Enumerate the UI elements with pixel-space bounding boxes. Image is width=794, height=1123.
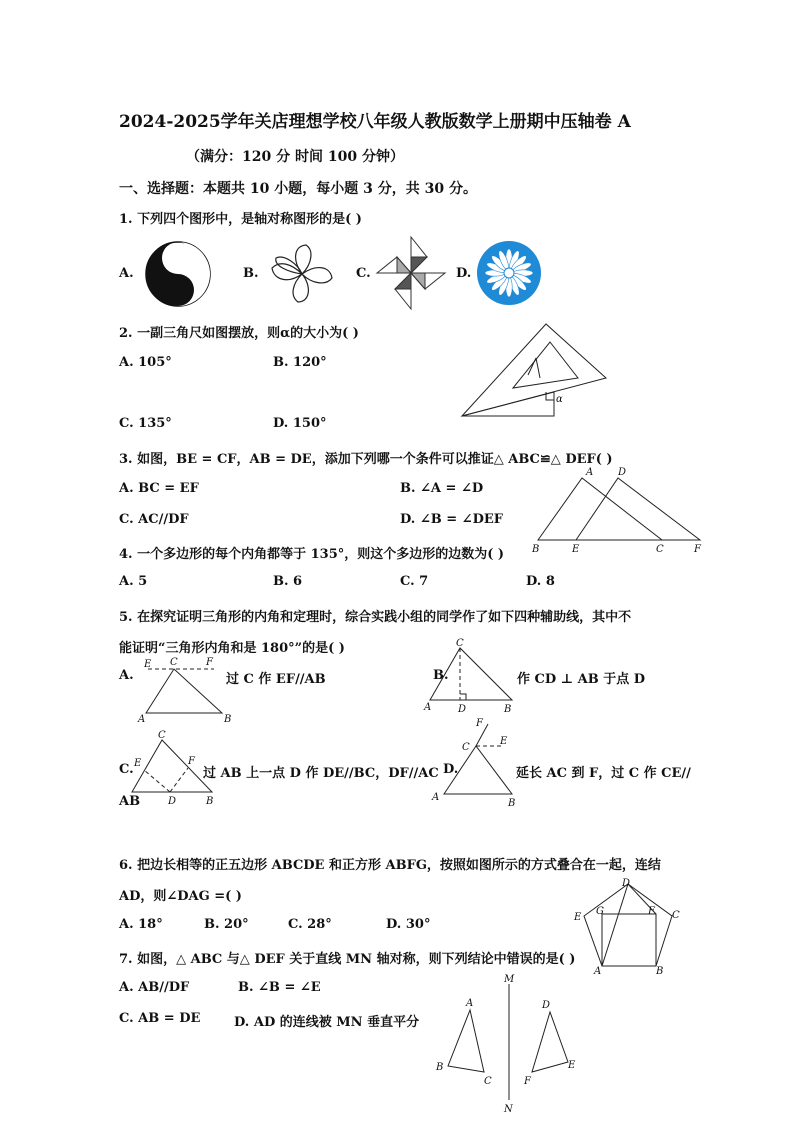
q7-option-d: D. AD 的连线被 MN 垂直平分 bbox=[234, 1015, 420, 1030]
flower-outline-figure bbox=[262, 242, 342, 306]
svg-text:C: C bbox=[456, 638, 464, 649]
q2-option-c: C. 135° bbox=[119, 416, 172, 431]
svg-text:F: F bbox=[206, 657, 213, 668]
q5-figure-d bbox=[428, 716, 524, 810]
q1-stem: 1. 下列四个图形中，是轴对称图形的是( ) bbox=[119, 212, 362, 227]
svg-text:B: B bbox=[532, 544, 540, 555]
q5-option-a-text: 过 C 作 EF//AB bbox=[226, 672, 326, 687]
q5-option-b-letter: B. bbox=[433, 668, 449, 683]
svg-text:A: A bbox=[466, 998, 474, 1009]
q1-option-b: B. bbox=[243, 266, 259, 281]
svg-text:C: C bbox=[462, 742, 470, 753]
svg-text:B: B bbox=[656, 966, 664, 977]
q4-option-a: A. 5 bbox=[119, 574, 148, 589]
q5-option-c-letter: C. bbox=[119, 762, 134, 777]
q5-stem-line1: 5. 在探究证明三角形的内角和定理时，综合实践小组的同学作了如下四种辅助线，其中不 bbox=[119, 610, 632, 625]
svg-text:B: B bbox=[224, 714, 232, 725]
q3-stem: 3. 如图，BE = CF，AB = DE，添加下列哪一个条件可以推证△ ABC≌△ DEF( ) bbox=[119, 452, 613, 467]
svg-text:G: G bbox=[596, 906, 604, 917]
svg-text:M: M bbox=[504, 974, 515, 985]
svg-text:A: A bbox=[586, 467, 594, 478]
q5-stem-line2: 能证明“三角形内角和是 180°”的是( ) bbox=[119, 641, 345, 656]
q6-option-d: D. 30° bbox=[386, 917, 431, 932]
svg-text:D: D bbox=[458, 704, 467, 715]
q2-option-b: B. 120° bbox=[273, 355, 327, 370]
svg-text:C: C bbox=[170, 657, 178, 668]
q1-option-a: A. bbox=[119, 266, 134, 281]
q3-option-c: C. AC//DF bbox=[119, 512, 189, 527]
q2-option-a: A. 105° bbox=[119, 355, 172, 370]
svg-text:F: F bbox=[476, 718, 483, 729]
q5-option-d-letter: D. bbox=[443, 762, 459, 777]
pinwheel-figure bbox=[375, 235, 447, 311]
paper-title: 2024-2025学年关店理想学校八年级人教版数学上册期中压轴卷 A bbox=[119, 112, 631, 132]
svg-text:F: F bbox=[188, 756, 195, 767]
svg-text:E: E bbox=[568, 1060, 576, 1071]
q3-triangles-figure bbox=[528, 464, 706, 556]
svg-text:C: C bbox=[656, 544, 664, 555]
q6-stem-line1: 6. 把边长相等的正五边形 ABCDE 和正方形 ABFG，按照如图所示的方式叠合在一起，连结 bbox=[119, 858, 661, 873]
q2-option-d: D. 150° bbox=[273, 416, 327, 431]
q4-option-c: C. 7 bbox=[400, 574, 429, 589]
svg-text:C: C bbox=[158, 730, 166, 741]
q5-option-c-text: 过 AB 上一点 D 作 DE//BC，DF//AC bbox=[203, 766, 439, 781]
svg-text:D: D bbox=[618, 467, 627, 478]
q2-alpha-label: α bbox=[556, 394, 563, 405]
q6-option-b: B. 20° bbox=[204, 917, 249, 932]
paper-subtitle: （满分：120 分 时间 100 分钟） bbox=[186, 149, 404, 165]
q6-stem-line2: AD，则∠DAG =( ) bbox=[119, 889, 242, 904]
svg-text:A: A bbox=[594, 966, 602, 977]
q5-figure-b bbox=[420, 636, 520, 716]
flower-circle-figure bbox=[476, 240, 542, 306]
q4-option-d: D. 8 bbox=[526, 574, 555, 589]
q4-stem: 4. 一个多边形的每个内角都等于 135°，则这个多边形的边数为( ) bbox=[119, 547, 505, 562]
svg-text:E: E bbox=[572, 544, 580, 555]
svg-text:F: F bbox=[648, 906, 655, 917]
q7-stem: 7. 如图，△ ABC 与△ DEF 关于直线 MN 轴对称，则下列结论中错误的是( ) bbox=[119, 952, 576, 967]
q3-option-a: A. BC = EF bbox=[119, 481, 199, 496]
yin-yang-figure bbox=[144, 240, 212, 308]
q7-symmetry-figure bbox=[430, 970, 590, 1120]
q7-option-c: C. AB = DE bbox=[119, 1011, 201, 1026]
q3-option-d: D. ∠B = ∠DEF bbox=[400, 512, 503, 527]
q7-option-a: A. AB//DF bbox=[119, 980, 190, 995]
svg-text:C: C bbox=[672, 910, 680, 921]
svg-text:D: D bbox=[168, 796, 177, 807]
svg-text:E: E bbox=[134, 758, 142, 769]
svg-text:D: D bbox=[622, 878, 631, 889]
svg-text:B: B bbox=[504, 704, 512, 715]
svg-text:A: A bbox=[424, 702, 432, 713]
svg-text:F: F bbox=[524, 1076, 531, 1087]
q6-option-c: C. 28° bbox=[288, 917, 332, 932]
svg-text:E: E bbox=[144, 659, 152, 670]
svg-text:B: B bbox=[508, 798, 516, 809]
svg-text:A: A bbox=[432, 792, 440, 803]
q5-option-c-tail: AB bbox=[119, 794, 141, 809]
q3-option-b: B. ∠A = ∠D bbox=[400, 481, 484, 496]
q5-option-b-text: 作 CD ⊥ AB 于点 D bbox=[517, 672, 646, 687]
q4-option-b: B. 6 bbox=[273, 574, 303, 589]
svg-text:F: F bbox=[694, 544, 701, 555]
q5-figure-a bbox=[134, 655, 234, 725]
q6-option-a: A. 18° bbox=[119, 917, 163, 932]
svg-text:D: D bbox=[542, 1000, 551, 1011]
svg-text:E: E bbox=[500, 736, 508, 747]
q7-option-b: B. ∠B = ∠E bbox=[238, 980, 321, 995]
q2-triangle-rulers-figure bbox=[458, 320, 610, 420]
q6-pentagon-square-figure bbox=[572, 874, 684, 978]
section-heading: 一、选择题：本题共 10 小题，每小题 3 分，共 30 分。 bbox=[119, 181, 477, 197]
svg-text:N: N bbox=[504, 1104, 513, 1115]
svg-text:B: B bbox=[206, 796, 214, 807]
svg-text:A: A bbox=[138, 714, 146, 725]
q1-option-d: D. bbox=[456, 266, 472, 281]
svg-text:B: B bbox=[436, 1062, 444, 1073]
q5-option-d-text: 延长 AC 到 F，过 C 作 CE// bbox=[516, 766, 691, 781]
svg-text:C: C bbox=[484, 1076, 492, 1087]
q1-option-c: C. bbox=[356, 266, 371, 281]
q2-stem: 2. 一副三角尺如图摆放，则α的大小为( ) bbox=[119, 326, 359, 341]
svg-text:E: E bbox=[574, 912, 582, 923]
q5-option-a-letter: A. bbox=[119, 668, 134, 683]
